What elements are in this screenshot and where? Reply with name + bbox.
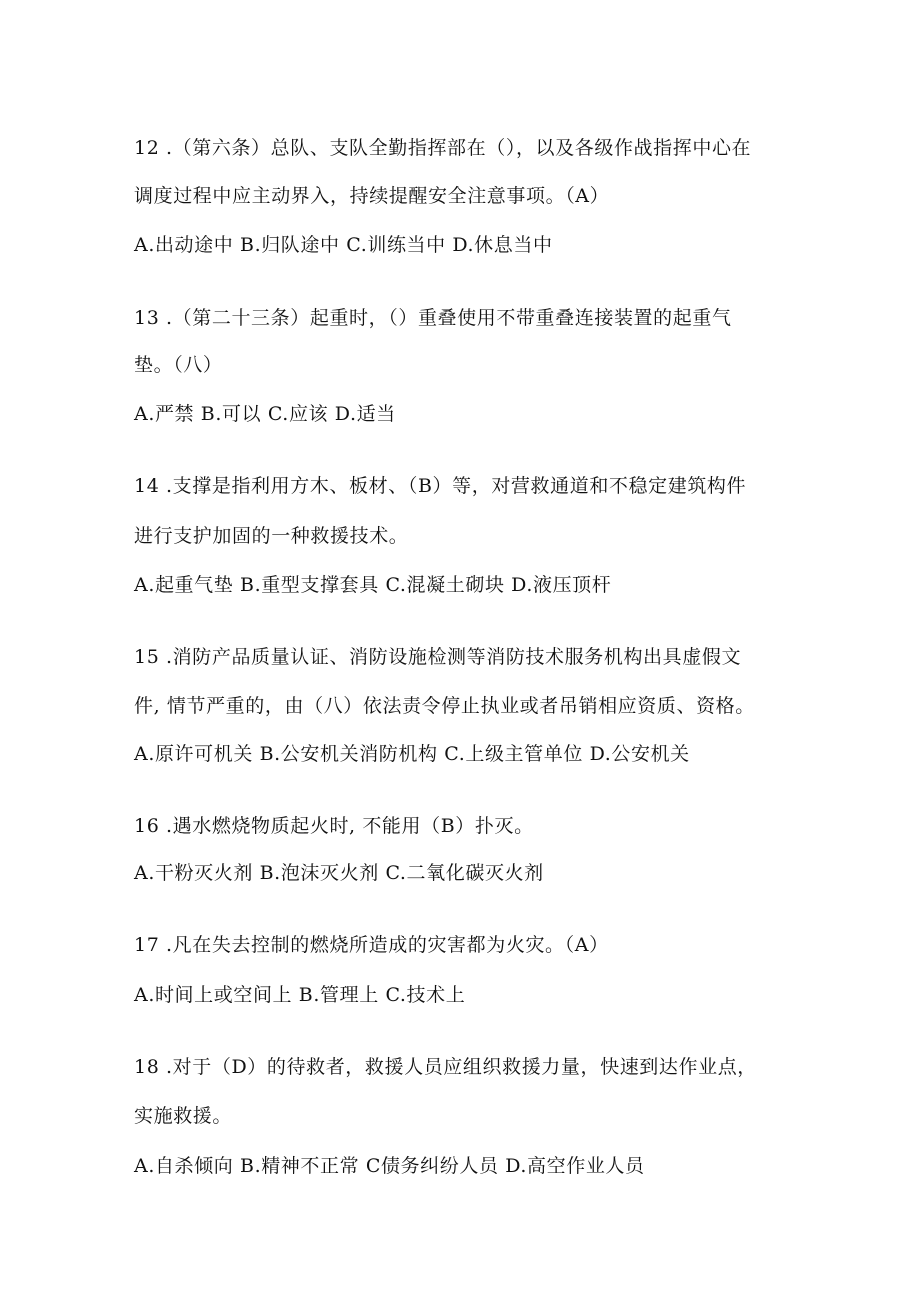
question-18-stem-line-2: 实施救援。 (134, 1105, 233, 1127)
question-17-options: A.时间上或空间上 B.管理上 C.技术上 (134, 984, 466, 1006)
question-15-stem-line-1: 15 .消防产品质量认证、消防设施检测等消防技术服务机构出具虚假文 (134, 646, 742, 668)
question-12-options: A.出动途中 B.归队途中 C.训练当中 D.休息当中 (134, 234, 553, 256)
question-12-stem-line-2: 调度过程中应主动界入，持续提醒安全注意事项。（A） (134, 185, 610, 207)
question-13-stem-line-2: 垫。（八） (134, 354, 223, 376)
question-12-stem-line-1: 12 .（第六条）总队、支队全勤指挥部在（），以及各级作战指挥中心在 (134, 137, 752, 159)
question-16-options: A.干粉灭火剂 B.泡沫灭火剂 C.二氧化碳灭火剂 (134, 862, 544, 884)
question-18-stem-line-1: 18 .对于（D）的待救者，救援人员应组织救援力量，快速到达作业点， (134, 1056, 757, 1078)
question-14-options: A.起重气垫 B.重型支撑套具 C.混凝土砌块 D.液压顶杆 (134, 574, 612, 596)
question-18-options: A.自杀倾向 B.精神不正常 C债务纠纷人员 D.高空作业人员 (134, 1155, 645, 1177)
question-17-stem-line-1: 17 .凡在失去控制的燃烧所造成的灾害都为火灾。（A） (134, 934, 609, 956)
question-15-options: A.原许可机关 B.公安机关消防机构 C.上级主管单位 D.公安机关 (134, 743, 690, 765)
question-13-stem-line-1: 13 .（第二十三条）起重时，（）重叠使用不带重叠连接装置的起重气 (134, 307, 732, 329)
question-15-stem-line-2: 件, 情节严重的，由（八）依法责令停止执业或者吊销相应资质、资格。 (134, 695, 755, 717)
question-14-stem-line-1: 14 .支撑是指利用方木、板材、（B）等，对营救通道和不稳定建筑构件 (134, 475, 747, 497)
question-13-options: A.严禁 B.可以 C.应该 D.适当 (134, 403, 396, 425)
question-16-stem-line-1: 16 .遇水燃烧物质起火时, 不能用（B）扑灭。 (134, 815, 534, 837)
question-14-stem-line-2: 进行支护加固的一种救援技术。 (134, 525, 409, 547)
